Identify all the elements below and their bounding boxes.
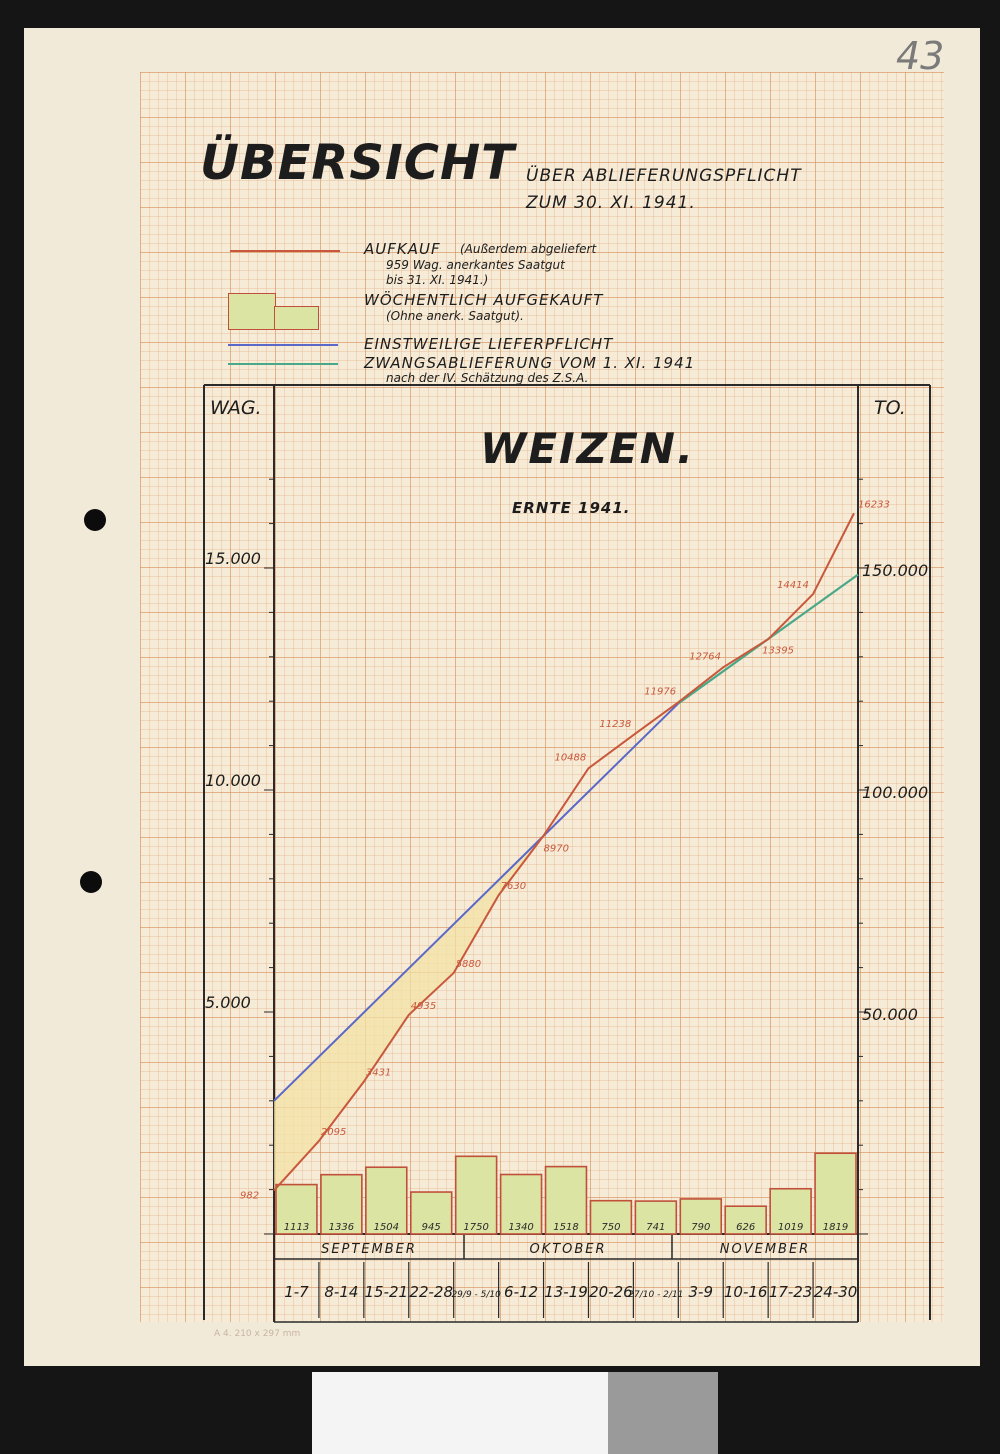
week-label: 1-7 <box>284 1283 309 1301</box>
week-label: 3-9 <box>688 1283 714 1301</box>
week-label: 20-26 <box>589 1283 633 1301</box>
y-tick-label-right: 50.000 <box>862 1005 918 1024</box>
week-label: 27/10 - 2/11 <box>628 1290 684 1300</box>
month-label: NOVEMBER <box>719 1242 811 1257</box>
aufkauf-point-label: 14414 <box>777 580 809 592</box>
aufkauf-point-label: 982 <box>240 1190 260 1202</box>
aufkauf-point-label: 12764 <box>689 651 722 663</box>
chart-title: WEIZEN. <box>480 424 695 473</box>
week-label: 13-19 <box>544 1283 588 1301</box>
weekly-bar-label: 1336 <box>328 1222 355 1233</box>
chart-subtitle: ERNTE 1941. <box>512 499 631 517</box>
aufkauf-point-label: 2095 <box>320 1126 347 1138</box>
aufkauf-point-label: 13395 <box>762 645 794 657</box>
weekly-bar-label: 1019 <box>777 1222 804 1233</box>
weekly-bar-label: 1113 <box>283 1222 310 1233</box>
week-label: 10-16 <box>723 1283 768 1301</box>
page-number: 43 <box>896 34 945 78</box>
aufkauf-point-label: 8970 <box>543 843 569 855</box>
weekly-bar-label: 1750 <box>463 1222 489 1233</box>
legend-aufkauf-note-2: 959 Wag. anerkantes Saatgut <box>386 258 565 272</box>
y-tick-label-left: 5.000 <box>205 993 251 1012</box>
aufkauf-point-label: 4935 <box>410 1000 437 1012</box>
y-tick-label-right: 150.000 <box>862 561 929 580</box>
weekly-bar-label: 741 <box>646 1222 666 1233</box>
weekly-bar-label: 945 <box>421 1222 441 1233</box>
aufkauf-point-label: 7630 <box>500 881 527 893</box>
y-axis-left-unit: WAG. <box>210 397 262 419</box>
subtitle-line-2: ZUM 30. XI. 1941. <box>526 193 696 213</box>
subtitle-line-1: ÜBER ABLIEFERUNGSPFLICHT <box>526 166 802 186</box>
y-axis-right-unit: TO. <box>874 397 906 419</box>
aufkauf-point-label: 16233 <box>858 499 890 511</box>
legend-aufkauf-note-3: bis 31. XI. 1941.) <box>386 273 489 287</box>
week-label: 17-23 <box>768 1283 813 1301</box>
week-label: 6-12 <box>504 1283 539 1301</box>
legend-aufkauf-note-1: (Außerdem abgeliefert <box>460 242 597 256</box>
legend-zwang-label: ZWANGSABLIEFERUNG VOM 1. XI. 1941 <box>364 354 696 372</box>
weekly-bar-label: 750 <box>601 1222 621 1233</box>
aufkauf-point-label: 10488 <box>554 752 587 764</box>
legend-zwang-note: nach der IV. Schätzung des Z.S.A. <box>386 371 589 385</box>
legend-einstweilige-label: EINSTWEILIGE LIEFERPFLICHT <box>364 335 614 353</box>
weekly-bar-label: 1504 <box>373 1222 400 1233</box>
week-label: 8-14 <box>324 1283 359 1301</box>
aufkauf-point-label: 11976 <box>644 686 677 698</box>
month-label: OKTOBER <box>529 1242 607 1257</box>
aufkauf-point-label: 3431 <box>365 1067 392 1079</box>
paper-format-note: A 4. 210 x 297 mm <box>214 1329 301 1339</box>
aufkauf-point-label: 11238 <box>599 719 632 731</box>
legend-weekly-note: (Ohne anerk. Saatgut). <box>386 309 524 323</box>
month-label: SEPTEMBER <box>321 1242 417 1257</box>
legend-weekly-label: WÖCHENTLICH AUFGEKAUFT <box>364 291 604 309</box>
week-label: 22-28 <box>409 1283 454 1301</box>
y-tick-label-right: 100.000 <box>862 783 929 802</box>
week-label: 15-21 <box>364 1283 409 1301</box>
weekly-bar-label: 790 <box>691 1222 711 1233</box>
weekly-bar-label: 1518 <box>553 1222 579 1233</box>
einstweilige-line <box>274 703 678 1100</box>
gray-scale-patch <box>608 1372 718 1454</box>
aufkauf-point-label: 5880 <box>455 958 482 970</box>
y-tick-label-left: 10.000 <box>205 771 261 790</box>
weekly-bar-label: 626 <box>736 1222 756 1233</box>
week-label: 29/9 - 5/10 <box>451 1290 501 1300</box>
page-title: ÜBERSICHT <box>200 135 515 191</box>
weekly-bar-label: 1819 <box>822 1222 849 1233</box>
legend-aufkauf-label: AUFKAUF <box>364 240 441 258</box>
weekly-bar-label: 1340 <box>508 1222 534 1233</box>
week-label: 24-30 <box>813 1283 858 1301</box>
y-tick-label-left: 15.000 <box>205 549 261 568</box>
